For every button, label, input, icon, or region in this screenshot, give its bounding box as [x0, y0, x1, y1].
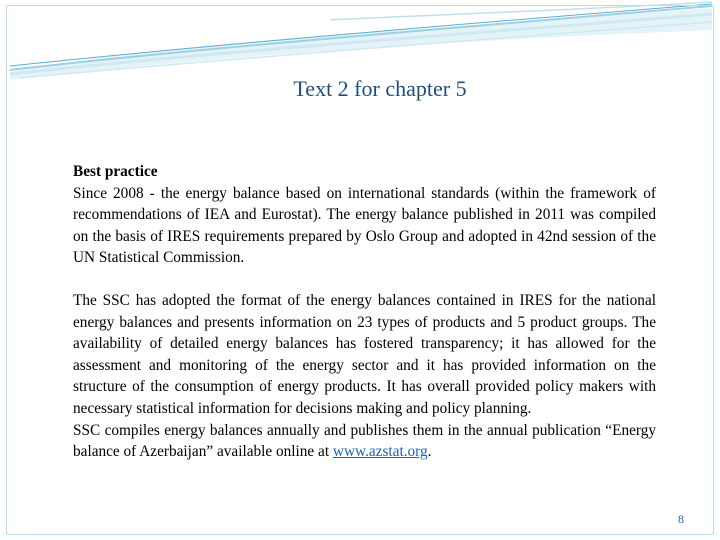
- paragraph-ires-format: The SSC has adopted the format of the energy balances contained in IRES for the national energy balances and presents information on 23 types of products and 5 product groups. The availability of detailed energy balances has fostered transparency; it has allowed for the assessment and monitoring of the energy sector and it has provided information on the structure of the consumption of energy products. It has overall provided policy makers with necessary statistical information for decisions making and policy planning.: [73, 291, 656, 417]
- paragraph-publication: [73, 420, 656, 463]
- publication-end: .: [427, 443, 432, 461]
- page-number: 8: [678, 512, 684, 526]
- azstat-link[interactable]: www.azstat.org: [332, 443, 428, 461]
- paragraph-history: Since 2008 - the energy balance based on international standards (within the framework of recommendations of IEA and Eurostat). The energy balance published in 2011 was compiled on the basis of IRES requirements prepared by Oslo Group and adopted in 42nd session of the UN Statistical Commission.: [73, 184, 656, 267]
- slide-body: [73, 161, 656, 463]
- section-heading: Best practice: [73, 163, 158, 180]
- publication-text: SSC compiles energy balances annually and publishes them in the annual publication “Energy balance of Azerbaijan” available online at: [73, 421, 656, 461]
- slide-title: Text 2 for chapter 5: [293, 76, 467, 101]
- paragraph-gap: [73, 269, 656, 290]
